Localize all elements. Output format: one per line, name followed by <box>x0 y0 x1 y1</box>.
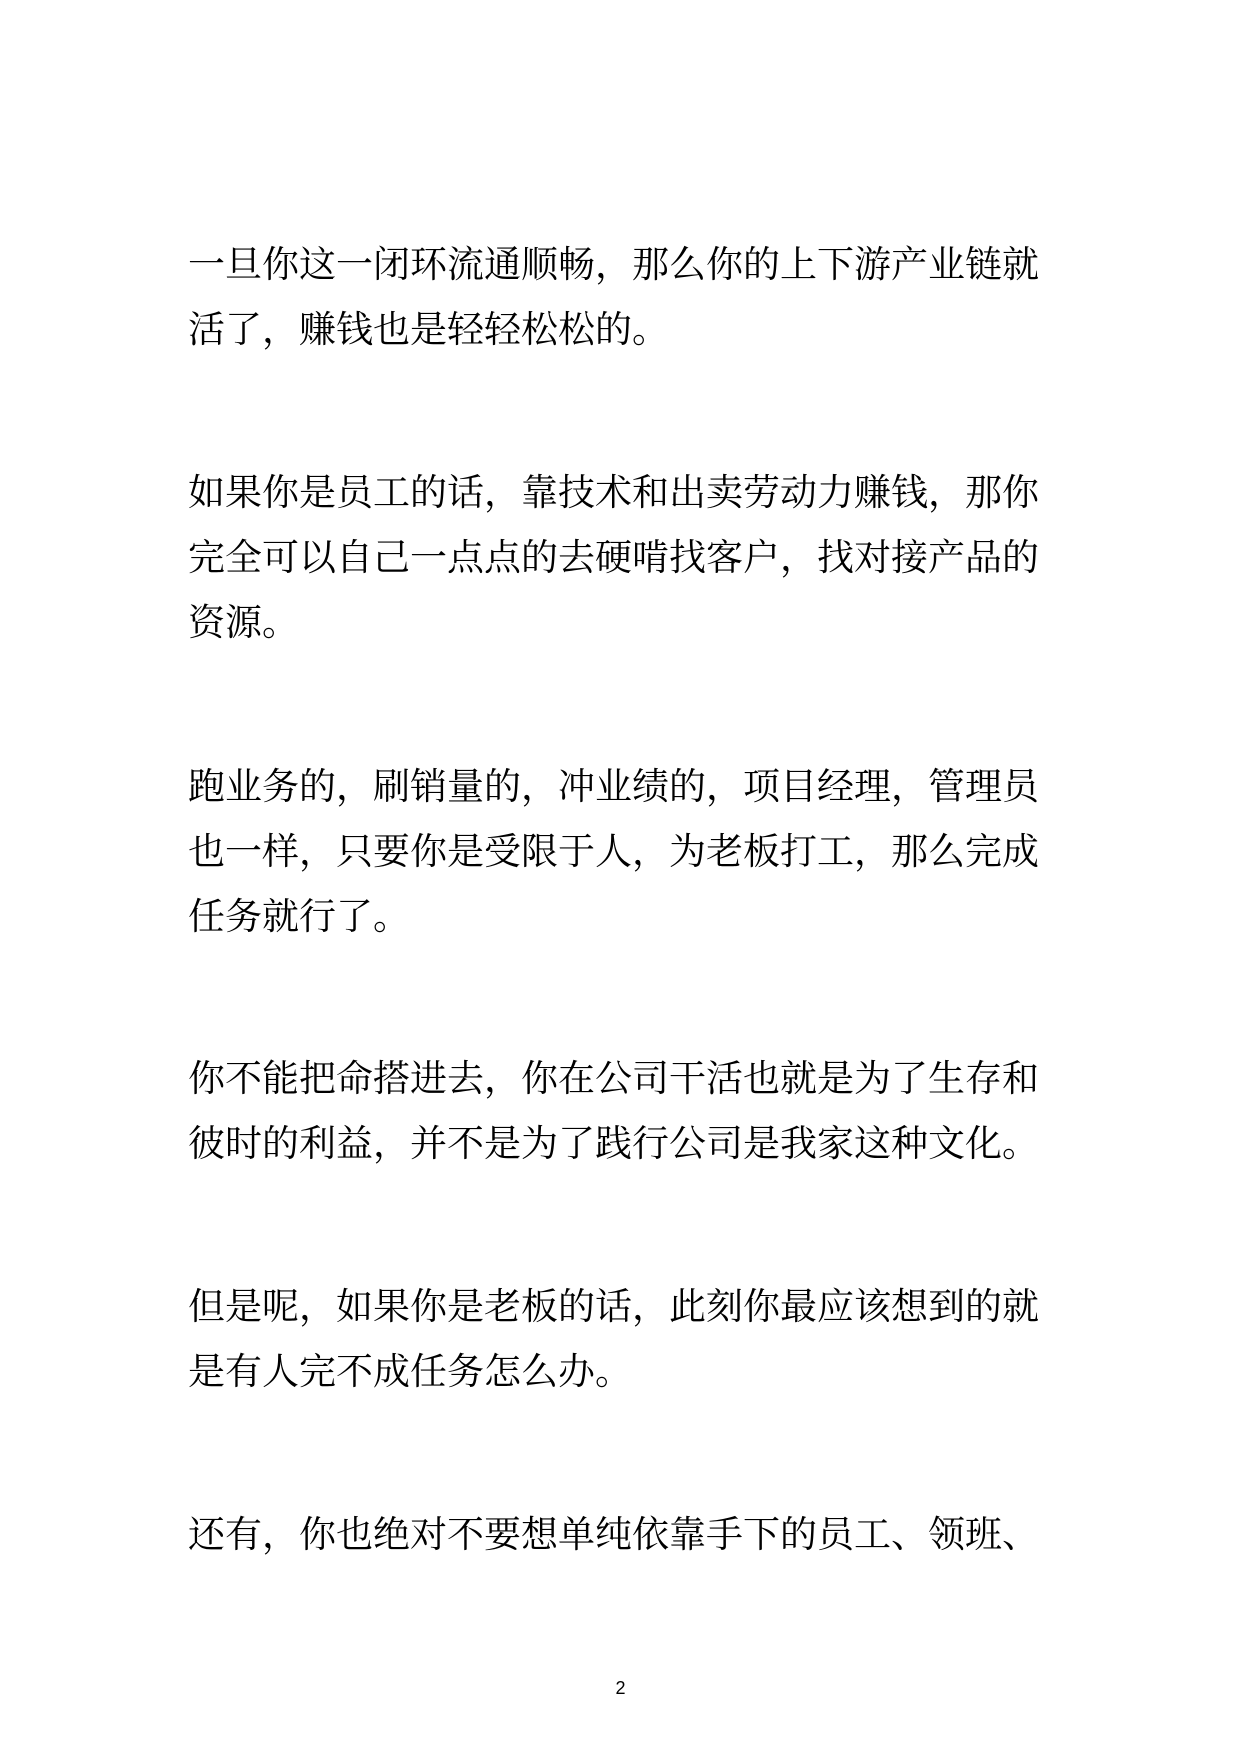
paragraph-6 <box>188 1502 1068 1567</box>
paragraph-2-line-2: 完全可以自己一点点的去硬啃找客户，找对接产品的 <box>188 536 1039 579</box>
paragraph-6-line-1: 还有，你也绝对不要想单纯依靠手下的员工、领班、 <box>188 1513 1039 1556</box>
page-number: 2 <box>615 1678 626 1698</box>
paragraph-4 <box>188 1046 1068 1176</box>
paragraph-1 <box>188 232 1068 362</box>
paragraph-3-line-1: 跑业务的，刷销量的，冲业绩的，项目经理，管理员 <box>188 765 1039 808</box>
paragraph-5 <box>188 1274 1068 1404</box>
paragraph-5-line-1: 但是呢，如果你是老板的话，此刻你最应该想到的就 <box>188 1285 1039 1328</box>
paragraph-2-line-3: 资源。 <box>188 601 299 644</box>
paragraph-4-line-1: 你不能把命搭进去，你在公司干活也就是为了生存和 <box>188 1057 1039 1100</box>
paragraph-2 <box>188 460 1068 655</box>
paragraph-1-line-1: 一旦你这一闭环流通顺畅，那么你的上下游产业链就 <box>188 243 1039 286</box>
paragraph-3-line-3: 任务就行了。 <box>188 895 410 938</box>
paragraph-1-line-2: 活了，赚钱也是轻轻松松的。 <box>188 308 669 351</box>
paragraph-5-line-2: 是有人完不成任务怎么办。 <box>188 1350 632 1393</box>
paragraph-3-line-2: 也一样，只要你是受限于人，为老板打工，那么完成 <box>188 830 1039 873</box>
paragraph-3 <box>188 754 1068 949</box>
paragraph-2-line-1: 如果你是员工的话，靠技术和出卖劳动力赚钱，那你 <box>188 471 1039 514</box>
paragraph-4-line-2: 彼时的利益，并不是为了践行公司是我家这种文化。 <box>188 1122 1039 1165</box>
